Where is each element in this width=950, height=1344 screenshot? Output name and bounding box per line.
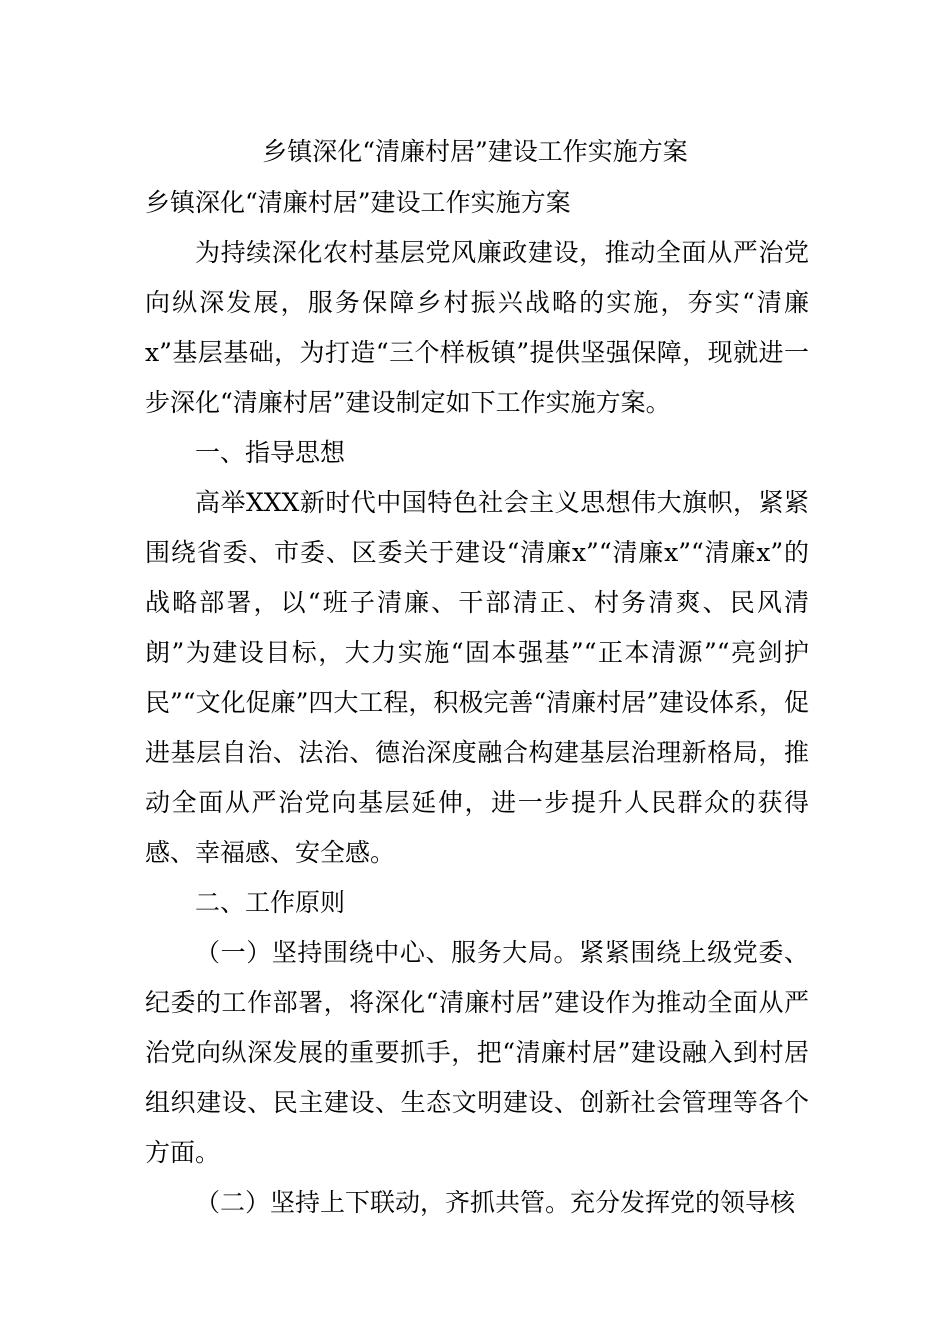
document-subtitle: 乡镇深化“清廉村居”建设工作实施方案 xyxy=(145,188,571,217)
paragraph-principle-1: （一）坚持围绕中心、服务大局。紧紧围绕上级党委、纪委的工作部署，将深化“清廉村居”建设作为推动全面从严治党向纵深发展的重要抓手，把“清廉村居”建设融入到村居组织建设、民主建设、生态文明建设、创新社会管理等各个方面。 xyxy=(145,938,809,1167)
section-heading-work-principles: 二、工作原则 xyxy=(195,888,346,917)
section-heading-guiding-thought: 一、指导思想 xyxy=(195,438,346,467)
paragraph-principle-2: （二）坚持上下联动，齐抓共管。充分发挥党的领导核 xyxy=(195,1188,796,1217)
paragraph-intro: 为持续深化农村基层党风廉政建设，推动全面从严治党向纵深发展，服务保障乡村振兴战略的实施，夯实“清廉x”基层基础，为打造“三个样板镇”提供坚强保障，现就进一步深化“清廉村居”建设制定如下工作实施方案。 xyxy=(145,238,809,417)
document-body xyxy=(145,178,809,1228)
paragraph-guiding-thought: 高举XXX新时代中国特色社会主义思想伟大旗帜，紧紧围绕省委、市委、区委关于建设“清廉x”“清廉x”“清廉x”的战略部署，以“班子清廉、干部清正、村务清爽、民风清朗”为建设目标，大力实施“固本强基”“正本清源”“亮剑护民”“文化促廉”四大工程，积极完善“清廉村居”建设体系，促进基层自治、法治、德治深度融合构建基层治理新格局，推动全面从严治党向基层延伸，进一步提升人民群众的获得感、幸福感、安全感。 xyxy=(145,488,809,867)
document-title: 乡镇深化“清廉村居”建设工作实施方案 xyxy=(262,137,688,166)
